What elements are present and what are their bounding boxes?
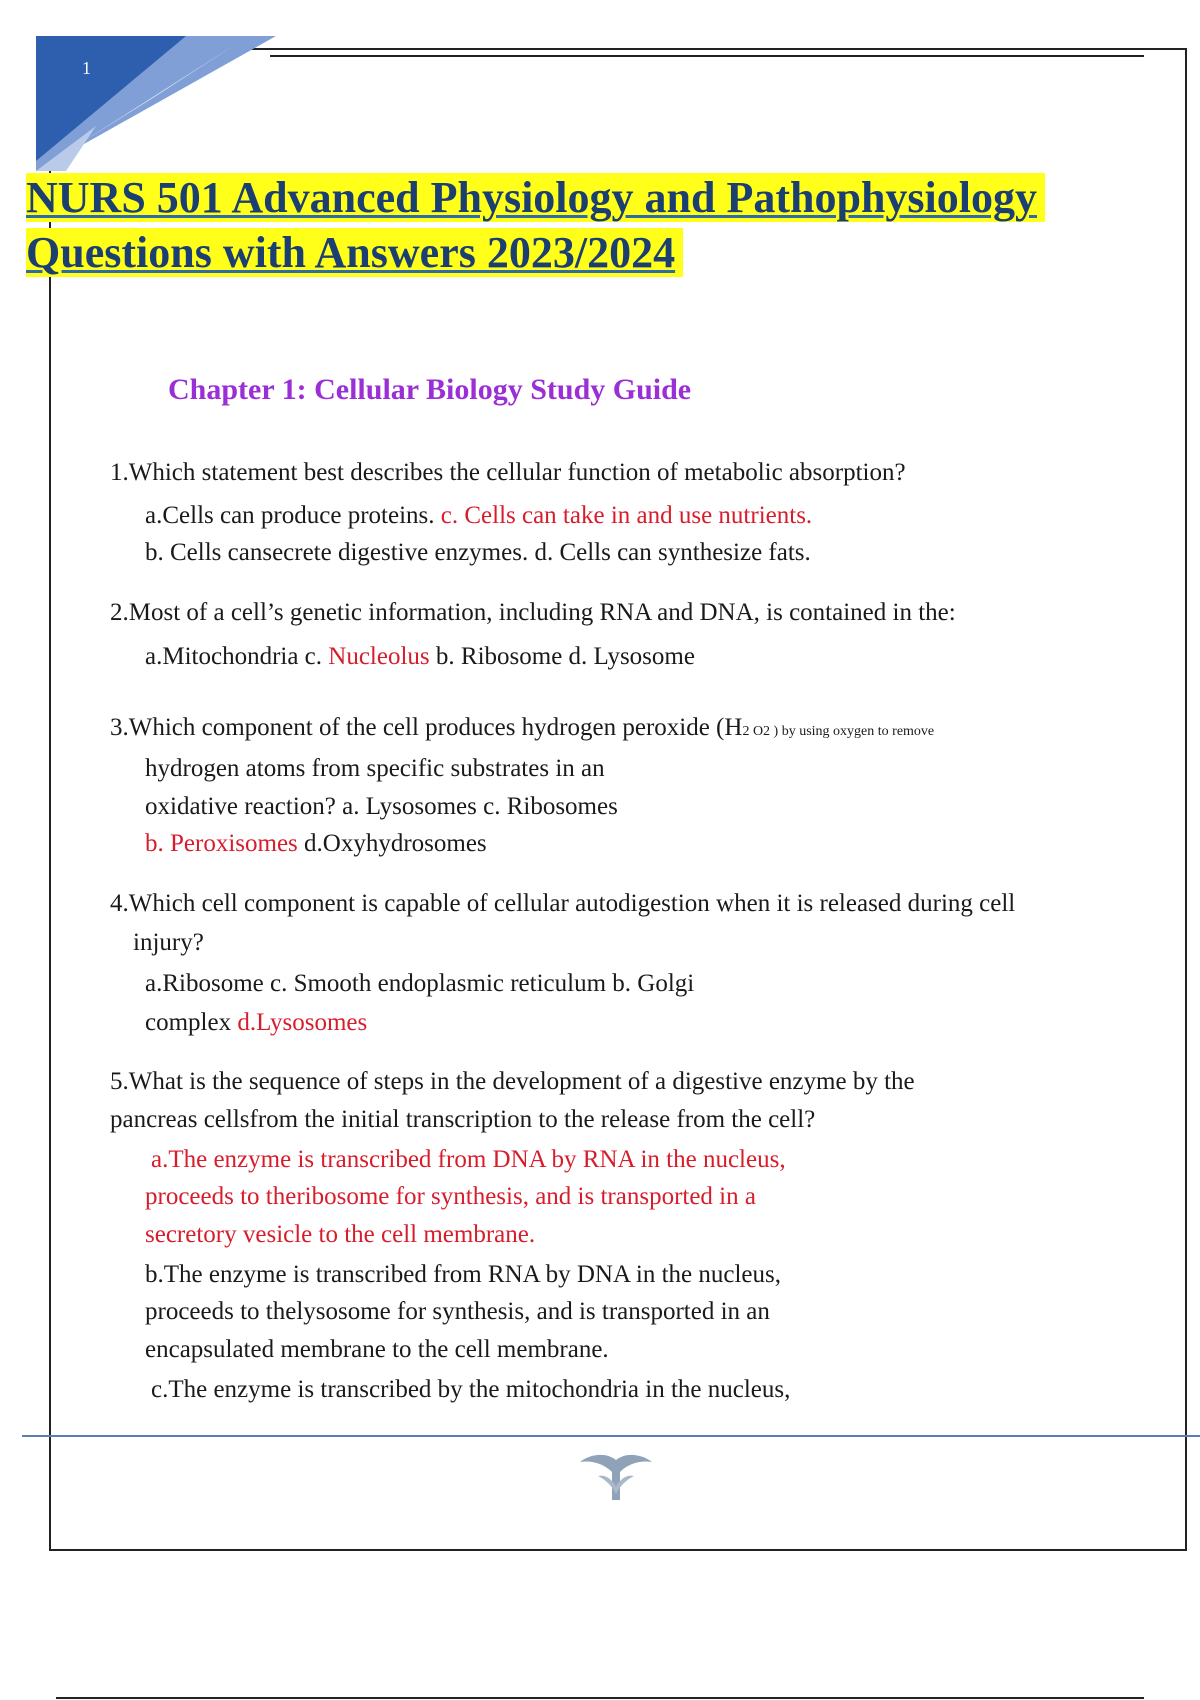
q5-stem-cont: pancreas cellsfrom the initial transcription to the release from the cell? — [110, 1106, 816, 1133]
q5-answer-line-1: a.The enzyme is transcribed from DNA by RNA in the nucleus, — [151, 1146, 786, 1173]
q5-option-c-line-1: c.The enzyme is transcribed by the mitochondria in the nucleus, — [151, 1376, 791, 1403]
q3-line-2: hydrogen atoms from specific substrates in an — [145, 755, 605, 782]
q3-line-4 — [145, 829, 487, 859]
q1-stem: 1.Which statement best describes the cellular function of metabolic absorption? — [110, 459, 906, 486]
q2-options-rest: b. Ribosome d. Lysosome — [435, 643, 695, 670]
q5-answer-line-3: secretory vesicle to the cell membrane. — [145, 1221, 536, 1248]
q5-option-b-line-1: b.The enzyme is transcribed from RNA by DNA in the nucleus, — [145, 1261, 781, 1288]
q1-answer: c. Cells can take in and use nutrients. — [440, 502, 813, 529]
q4-options-line-1: a.Ribosome c. Smooth endoplasmic reticulum b. Golgi — [145, 970, 695, 997]
q3-stem — [110, 713, 934, 747]
q4-stem-cont: injury? — [133, 929, 204, 956]
q2-options — [145, 642, 695, 672]
chapter-heading: Chapter 1: Cellular Biology Study Guide — [168, 373, 692, 406]
q5-option-b-line-3: encapsulated membrane to the cell membrane. — [145, 1336, 609, 1363]
q4-option-b-cont: complex — [145, 1009, 232, 1036]
q5-option-b-line-2: proceeds to thelysosome for synthesis, and is transported in an — [145, 1298, 770, 1325]
fleur-logo-icon — [578, 1450, 654, 1504]
bottom-rule — [22, 1435, 1200, 1437]
q4-answer: d.Lysosomes — [237, 1009, 368, 1036]
q4-stem: 4.Which cell component is capable of cellular autodigestion when it is released during cell — [110, 890, 1016, 917]
q3-answer: b. Peroxisomes — [145, 830, 298, 857]
q2-option-a: a.Mitochondria c. — [145, 643, 323, 670]
q5-answer-line-2: proceeds to theribosome for synthesis, and is transported in a — [145, 1183, 756, 1210]
q2-answer: Nucleolus — [328, 643, 430, 670]
q3-stem-start: 3.Which component of the cell produces hydrogen peroxide (H — [110, 714, 743, 741]
q5-stem: 5.What is the sequence of steps in the development of a digestive enzyme by the — [110, 1068, 915, 1095]
q4-options-line-2 — [145, 1008, 367, 1038]
q1-option-a: a.Cells can produce proteins. — [145, 502, 435, 529]
title-line-1: NURS 501 Advanced Physiology and Pathophysiology — [26, 173, 1045, 222]
top-rule — [270, 55, 1144, 57]
document-title — [26, 170, 1045, 280]
q3-line-3: oxidative reaction? a. Lysosomes c. Ribosomes — [145, 793, 618, 820]
corner-decoration — [36, 36, 276, 171]
q1-options-line-1 — [145, 501, 812, 531]
q3-option-d: d.Oxyhydrosomes — [304, 830, 487, 857]
q1-options-line-2: b. Cells cansecrete digestive enzymes. d. Cells can synthesize fats. — [145, 539, 811, 566]
footer-rule — [56, 1697, 1144, 1699]
title-line-2: Questions with Answers 2023/2024 — [26, 228, 683, 277]
q2-stem: 2.Most of a cell’s genetic information, including RNA and DNA, is contained in the: — [110, 599, 956, 626]
q3-stem-subscript: 2 O2 ) by using oxygen to remove — [742, 724, 935, 739]
page-number: 1 — [82, 58, 91, 78]
